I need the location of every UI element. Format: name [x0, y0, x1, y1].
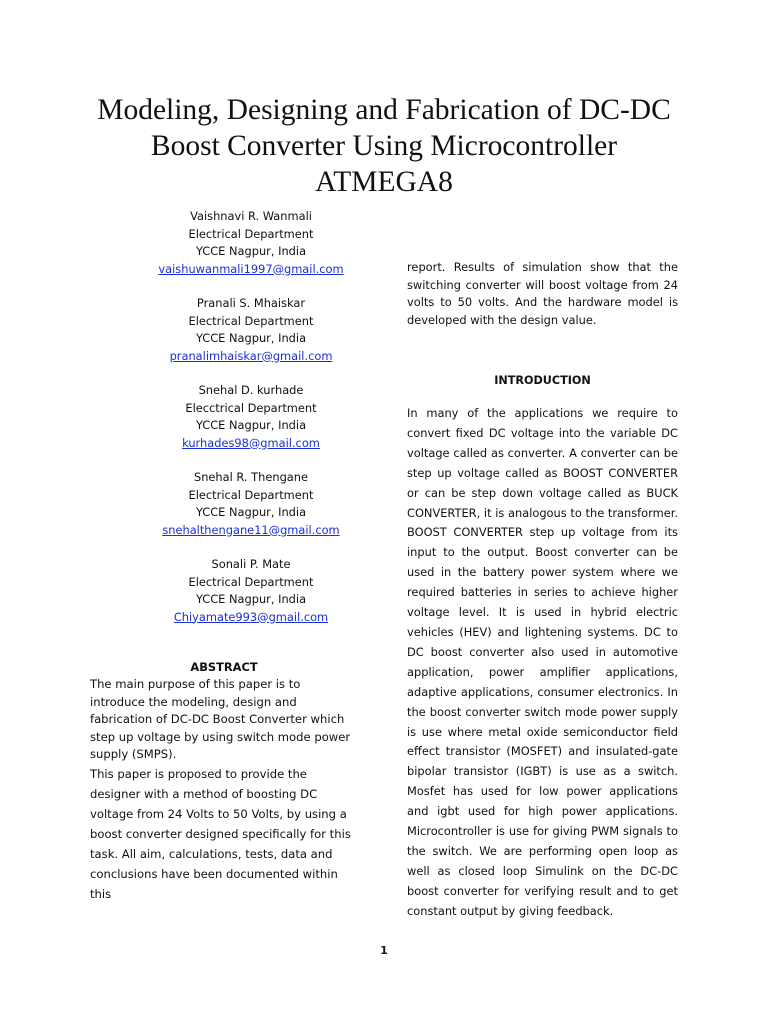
- author-department: Electrical Department: [188, 226, 314, 241]
- author-name: Snehal D. kurhade: [198, 383, 304, 397]
- abstract-paragraph-2: This paper is proposed to provide the designer with a method of boosting DC voltage from 24 Volts to 50 Volts, by using a boost converter designed specifically for this task. All aim, calculations, tests, data and conclusions have been documented within this: [90, 766, 351, 901]
- author-name: Pranali S. Mhaiskar: [196, 296, 306, 310]
- page-number: 1: [380, 944, 388, 957]
- author-affiliation: YCCE Nagpur, India: [195, 418, 307, 432]
- abstract-continuation: report. Results of simulation show that the switching converter will boost voltage from 24 volts to 50 volts. And the hardware model is developed with the design value.: [407, 260, 678, 327]
- author-name: Vaishnavi R. Wanmali: [190, 209, 312, 223]
- author-block: [120, 382, 382, 452]
- abstract-paragraph-1: The main purpose of this paper is to introduce the modeling, design and fabrication of DC-DC Boost Converter which step up voltage by using switch mode power supply (SMPS).: [90, 677, 351, 762]
- author-department: Elecctrical Department: [185, 400, 317, 415]
- introduction-section: [407, 404, 678, 922]
- author-name: Sonali P. Mate: [211, 557, 291, 571]
- author-email-link[interactable]: vaishuwanmali1997@gmail.com: [158, 261, 344, 276]
- author-affiliation: YCCE Nagpur, India: [195, 244, 307, 258]
- right-column-continuation: [407, 259, 678, 329]
- author-block: [120, 469, 382, 539]
- author-block: [120, 208, 382, 278]
- author-block: [120, 295, 382, 365]
- author-name: Snehal R. Thengane: [193, 470, 309, 484]
- title-line-3: ATMEGA8: [315, 166, 453, 198]
- introduction-paragraph: In many of the applications we require to convert fixed DC voltage into the variable DC voltage called as converter. A converter can be step up voltage called as BOOST CONVERTER or can be step down voltage called as BUCK CONVERTER, it is analogous to the transformer. BOOST CONVERTER step up voltage from its input to the output. Boost converter can be used in the battery power system where we required batteries in series to achieve higher voltage level. It is used in hybrid electric vehicles (HEV) and lightening systems. DC to DC boost converter also used in automotive application, power amplifier applications, adaptive applications, consumer electronics. In the boost converter switch mode power supply is use where metal oxide semiconductor field effect transistor (MOSFET) and insulated-gate bipolar transistor (IGBT) is use as a switch. Mosfet has used for low power applications and igbt used for high power applications. Microcontroller is use for giving PWM signals to the switch. We are performing open loop as well as closed loop Simulink on the DC-DC boost converter for verifying result and to get constant output by giving feedback.: [407, 406, 678, 918]
- abstract-heading: ABSTRACT: [190, 660, 258, 674]
- title-line-1: Modeling, Designing and Fabrication of DC-DC: [97, 94, 671, 126]
- introduction-heading: INTRODUCTION: [494, 374, 591, 387]
- author-department: Electrical Department: [188, 313, 314, 328]
- paper-title: [60, 92, 708, 200]
- author-email-link[interactable]: kurhades98@gmail.com: [182, 435, 320, 450]
- author-block: [120, 556, 382, 626]
- abstract-section: [90, 658, 358, 904]
- author-department: Electrical Department: [188, 487, 314, 502]
- author-affiliation: YCCE Nagpur, India: [195, 505, 307, 519]
- title-line-2: Boost Converter Using Microcontroller: [150, 130, 618, 162]
- author-email-link[interactable]: pranalimhaiskar@gmail.com: [169, 348, 333, 363]
- author-list: [120, 208, 382, 643]
- author-department: Electrical Department: [188, 574, 314, 589]
- author-affiliation: YCCE Nagpur, India: [195, 592, 307, 606]
- author-affiliation: YCCE Nagpur, India: [195, 331, 307, 345]
- author-email-link[interactable]: snehalthengane11@gmail.com: [162, 522, 340, 537]
- author-email-link[interactable]: Chiyamate993@gmail.com: [173, 609, 329, 624]
